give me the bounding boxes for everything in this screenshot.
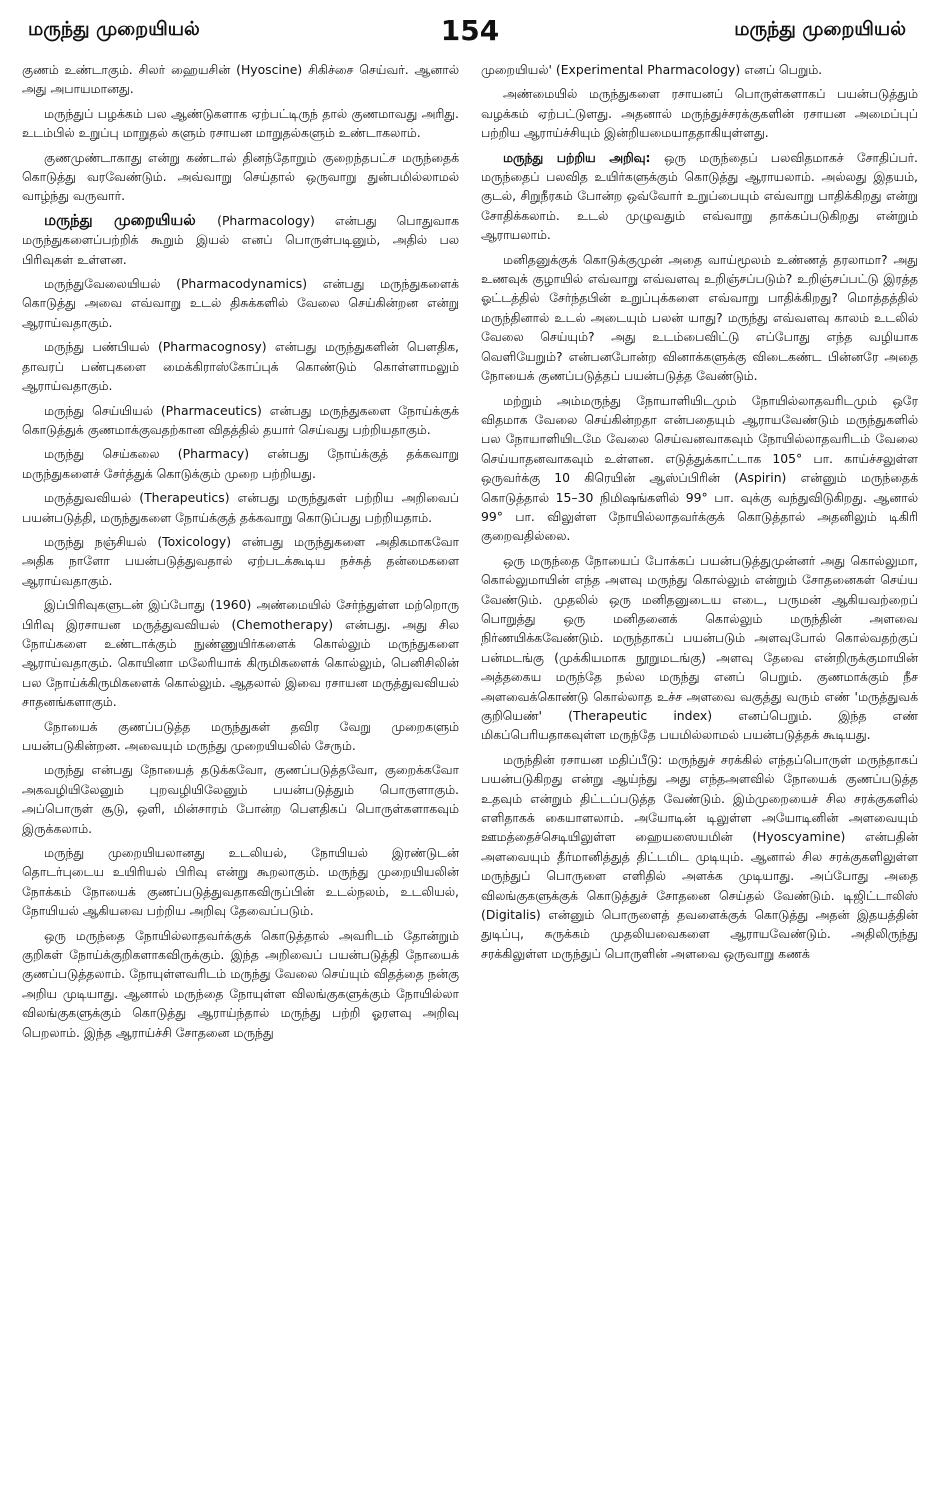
paragraph-text: ஒரு மருந்தை நோயில்லாதவர்க்குக் கொடுத்தால் அவரிடம் தோன்றும் குறிகள் நோய்க்குறிகளாகவிருக்கும். இந்த அறிவைப் பயன்படுத்தி நோயைக் குணப்படுத்தலாம். நோயுள்ளவரிடம் மருந்து வேலை செய்யும் விதத்தை நன்கு அறிய முடியாது. ஆனால் மருந்தை நோயுள்ள விலங்குகளுக்கும் நோயில்லா விலங்குகளுக்கும் கொடுத்து ஆராய்ந்தால் மருந்து பற்றி ஓரளவு அறிவு பெறலாம். இந்த ஆராய்ச்சி சோதனை மருந்து <box>22 927 459 1040</box>
paragraph-text: மருத்துவவியல் (Therapeutics) என்பது மருந்துகள் பற்றிய அறிவைப் பயன்படுத்தி, மருந்துகளை நோய்க்குத் தக்கவாறு கொடுப்பது பற்றியதாம். <box>22 490 459 525</box>
paragraph <box>22 444 459 483</box>
paragraph-text: ஒரு மருந்தைப் பலவிதமாகச் சோதிப்பர். மருந்தைப் பலவித உயிர்களுக்கும் கொடுத்து ஆராயலாம். அல்லது இதயம், குடல், சிறுநீரகம் போன்ற ஒவ்வோர் உறுப்பையும் எவ்வாறு பாதிக்கிறது என்று சோதிக்கலாம். உடல் முழுவதும் எவ்வாறு தாக்கப்படுகிறது என்றும் ஆராயலாம். <box>481 149 918 243</box>
paragraph-text: மருந்துப் பழக்கம் பல ஆண்டுகளாக ஏற்பட்டிருந் தால் குணமாவது அரிது. உடம்பில் உறுப்பு மாறுதல் களும் ரசாயன மாறுதல்களும் உண்டாகலாம். <box>22 105 459 141</box>
paragraph-text: மருந்து செய்யியல் (Pharmaceutics) என்பது மருந்துகளை நோய்க்குக் கொடுத்துக் குணமாக்குவதற்கான விதத்தில் தயார் செய்வது பற்றியதாகும். <box>22 402 459 437</box>
paragraph-text: மருந்துவேலையியல் (Pharmacodynamics) என்பது மருந்துகளைக் கொடுத்து அவை எவ்வாறு உடல் திசுக்களில் வேலை செய்கின்றன என்று ஆராய்வதாகும். <box>22 276 459 330</box>
paragraph-text: மற்றும் அம்மருந்து நோயாளியிடமும் நோயில்லாதவரிடமும் ஒரே விதமாக வேலை செய்கின்றதா என்பதையும் ஆராயவேண்டும் மருந்துகளில் பல நோயாளியிடமே வேலை செய்வனவாகவும் நோயில்லாதவரிடம் வேலை செய்யாதனவாகவும் உள்ளன. எடுத்துக்காட்டாக 105° பா. காய்ச்சலுள்ள ஒருவர்க்கு 10 கிரெயின் ஆஸ்ப்பிரின் (Aspirin) என்னும் மருந்தைக் கொடுத்தால் 15–30 நிமிஷங்களில் 99° பா. வுக்கு வந்துவிடுகிறது. ஆனால் 99° பா. விலுள்ள நோயில்லாதவர்க்குக் கொடுத்தால் அதனிலும் டிகிரி குறைவதில்லை. <box>481 392 918 544</box>
paragraph <box>22 60 459 99</box>
right-column <box>481 60 918 1485</box>
paragraph <box>481 148 918 245</box>
paragraph-text: மருந்தின் ரசாயன மதிப்பீடு: மருந்துச் சரக்கில் எந்தப்பொருள் மருந்தாகப் பயன்படுகிறது என்று ஆய்ந்து அது எந்தஅளவில் நோயைக் குணப்படுத்த உதவும் என்றும் திட்டப்படுத்த வேண்டும். இம்முறையைச் சில சரக்குகளில் எளிதாகக் கையாளலாம். அயோடின் டிலுள்ள அயோடினின் அளவையும் ஊமத்தைச்செடியிலுள்ள ஹையஸையமின் (Hyoscyamine) என்பதின் அளவையும் தீர்மானித்துத் திட்டமிட முடியும். ஆனால் சில சரக்குகளிலுள்ள மருந்துப் பொருளை எளிதில் அளக்க முடியாது. அப்போது அதை விலங்குகளுக்குக் கொடுத்துச் சோதனை செய்தல் வேண்டும். டிஜிட்டாலிஸ் (Digitalis) என்னும் பொருளைத் தவளைக்குக் கொடுத்து அதன் இதயத்தின் துடிப்பு, சுருக்கம் முதலியவைகளை ஆராயவேண்டும். அதிலிருந்து சரக்கிலுள்ள மருந்துப் பொருளின் அளவை ஒருவாறு கணக் <box>481 751 918 961</box>
paragraph <box>22 717 459 756</box>
paragraph-text: (Pharmacology) என்பது பொதுவாக மருந்துகளைப்பற்றிக் கூறும் இயல் எனப் பொருள்படினும், அதில் பல பிரிவுகள் உள்ளன. <box>22 212 459 267</box>
paragraph-text: மருந்து நஞ்சியல் (Toxicology) என்பது மருந்துகளை அதிகமாகவோ அதிக நாளோ பயன்படுத்துவதால் ஏற்படக்கூடிய நச்சுத் தன்மைகளை ஆராய்வதாகும். <box>22 533 459 588</box>
paragraph <box>22 274 459 332</box>
paragraph <box>22 843 459 921</box>
page-header <box>22 14 918 60</box>
running-title-left: மருந்து முறையியல் <box>28 18 200 40</box>
paragraph <box>22 595 459 711</box>
paragraph <box>22 488 459 527</box>
left-column <box>22 60 459 1485</box>
paragraph <box>22 532 459 590</box>
paragraph-text: நோயைக் குணப்படுத்த மருந்துகள் தவிர வேறு முறைகளும் பயன்படுகின்றன. அவையும் மருந்து முறையியலில் சேரும். <box>22 718 459 753</box>
paragraph <box>22 104 459 143</box>
paragraph-text: மருந்து பண்பியல் (Pharmacognosy) என்பது மருந்துகளின் பௌதிக, தாவரப் பண்புகளை மைக்கிராஸ்கோப்புக் கொண்டும் கொள்ளாமலும் ஆராய்வதாகும். <box>22 339 459 394</box>
paragraph <box>481 250 918 386</box>
paragraph <box>22 760 459 838</box>
paragraph <box>481 84 918 142</box>
running-title-right: மருந்து முறையியல் <box>734 18 906 40</box>
paragraph-text: முறையியல்' (Experimental Pharmacology) எனப் பெறும். <box>481 62 823 77</box>
paragraph <box>22 211 459 269</box>
paragraph-text: மருந்து செய்கலை (Pharmacy) என்பது நோய்க்குத் தக்கவாறு மருந்துகளைச் சேர்த்துக் கொடுக்கும் முறை பற்றியது. <box>22 446 459 481</box>
paragraph-lead: மருந்து பற்றிய அறிவு: <box>503 149 665 165</box>
paragraph <box>481 750 918 963</box>
paragraph <box>22 926 459 1042</box>
paragraph <box>22 337 459 395</box>
paragraph-text: இப்பிரிவுகளுடன் இப்போது (1960) அண்மையில் சேர்ந்துள்ள மற்றொரு பிரிவு இரசாயன மருத்துவவியல் (Chemotherapy) என்பது. அது சில நோய்களை உண்டாக்கும் நுண்ணுயிர்களைக் கொல்லும் மருந்துகளை ஆராய்வதாகும். கொயினா மலேரியாக் கிருமிகளைக் கொல்லும், பெனிசிலின் பல நோய்க்கிருமிகளைக் கொல்லும். ஆதலால் இவை ரசாயன மருத்துவவியல் சாதனங்களாகும். <box>22 597 459 710</box>
paragraph-text: மருந்து என்பது நோயைத் தடுக்கவோ, குணப்படுத்தவோ, குறைக்கவோ அகவழியிலேனும் புறவழியிலேனும் பயன்படுத்தும் பொருளாகும். அப்பொருள் சூடு, ஒளி, மின்சாரம் போன்ற பௌதிகப் பொருள்களாகவும் இருக்கலாம். <box>22 762 459 836</box>
text-columns <box>22 60 918 1485</box>
page-number: 154 <box>440 14 500 47</box>
paragraph <box>22 148 459 206</box>
paragraph <box>481 60 918 79</box>
paragraph <box>481 391 918 546</box>
paragraph-text: ஒரு மருந்தை நோயைப் போக்கப் பயன்படுத்துமுன்னர் அது கொல்லுமா, கொல்லுமாயின் எந்த அளவு மருந்து கொல்லும் என்றும் சோதனைகள் செய்ய வேண்டும். முதலில் ஒரு மனிதனுடைய எடை, பருமன் ஆகியவற்றைப் பொறுத்து ஒரு மனிதனைக் கொல்லும் மருந்தின் அளவை நிர்ணயிக்கவேண்டும். மருந்தாகப் பயன்படும் அளவுபோல் கொல்வதற்குப் பன்மடங்கு (முக்கியமாக நூறுமடங்கு) அளவு தேவை என்றிருக்குமாயின் அத்தகைய மருந்தே நல்ல மருந்து எனப் பெறும். குணமாக்கும் நீச அளவைக்கொண்டு கொல்லாத உச்ச அளவை வகுத்து வரும் எண் 'மருத்துவக் குறியெண்' (Therapeutic index) எனப்பெறும். இந்த எண் மிகப்பெரியதாகவுள்ள மருந்தே பயமில்லாமல் பயன்படுத்தக் கூடியது. <box>481 552 918 743</box>
paragraph-text: குணமுண்டாகாது என்று கண்டால் தினந்தோறும் குறைந்தபட்ச மருந்தைக் கொடுத்து வரவேண்டும். அவ்வாறு செய்தால் ஒருவாறு துன்பமில்லாமல் வாழ்ந்து வருவார். <box>22 149 459 204</box>
paragraph-text: குணம் உண்டாகும். சிலர் ஹையசின் (Hyoscine) சிகிச்சை செய்வர். ஆனால் அது அபாயமானது. <box>22 62 459 97</box>
paragraph-text: மனிதனுக்குக் கொடுக்குமுன் அதை வாய்மூலம் உண்ணத் தரலாமா? அது உணவுக் குழாயில் எவ்வாறு எவ்வளவு உறிஞ்சப்படும்? உறிஞ்சப்பட்டு இரத்த ஓட்டத்தில் சேர்ந்தபின் உறுப்புக்களை எவ்வாறு பாதிக்கிறது? மொத்தத்தில் மருந்தினால் உடல் அடையும் பலன் யாது? மருந்து எவ்வளவு காலம் உடலில் வேலை செய்யும்? அது உடம்பைவிட்டு எப்போது எந்த வழியாக வெளியேறும்? என்பனபோன்ற வினாக்களுக்கு விடைகண்ட பின்னரே அதை நோயைக் குணப்படுத்தப் பயன்படுத்த வேண்டும். <box>481 251 918 384</box>
paragraph-text: அண்மையில் மருந்துகளை ரசாயனப் பொருள்களாகப் பயன்படுத்தும் வழக்கம் ஏற்பட்டுளது. அதனால் மருந்துச்சரக்குகளின் ரசாயன அமைப்புப் பற்றிய ஆராய்ச்சியும் இன்றியமையாததாகியுள்ளது. <box>481 86 918 141</box>
paragraph <box>22 401 459 440</box>
paragraph <box>481 551 918 745</box>
paragraph-text: மருந்து முறையியலானது உடலியல், நோயியல் இரண்டுடன் தொடர்புடைய உயிரியல் பிரிவு என்று கூறலாகும். மருந்து முறையியலின் நோக்கம் நோயைக் குணப்படுத்துவதாகவிருப்பின் உடல்நலம், உடலியல், நோயியல் ஆகியவை பற்றிய அறிவு தேவைப்படும். <box>22 845 459 919</box>
paragraph-lead: மருந்து முறையியல் <box>44 210 218 229</box>
